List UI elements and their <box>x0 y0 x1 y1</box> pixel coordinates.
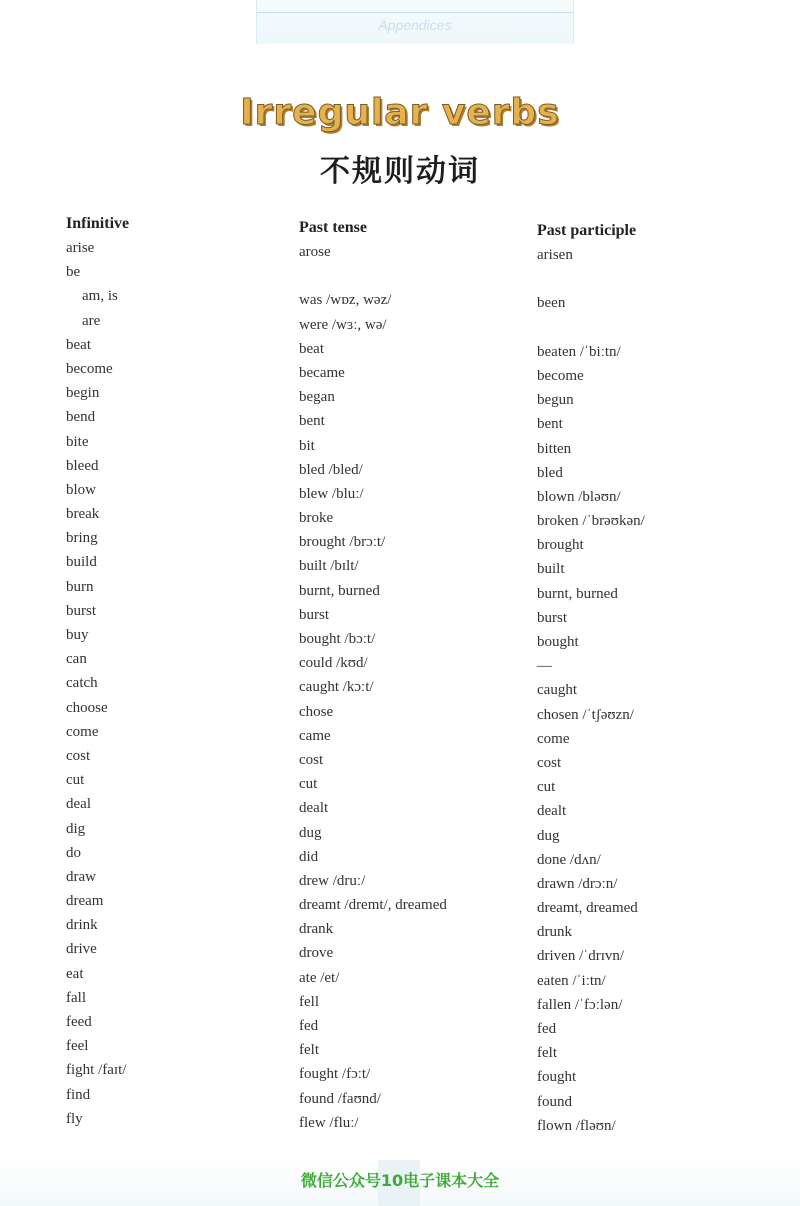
infinitive-list <box>66 236 129 1131</box>
infinitive-cell: can <box>66 651 87 668</box>
past-tense-cell: bit <box>299 437 315 454</box>
past-participle-cell: found <box>537 1093 572 1110</box>
past-participle-cell: been <box>537 295 566 312</box>
past-tense-cell: bent <box>299 413 325 430</box>
past-tense-cell: ate /et/ <box>299 969 340 986</box>
past-tense-cell: dug <box>299 824 322 841</box>
past-tense-cell: fought /fɔːt/ <box>299 1066 371 1083</box>
past-participle-cell: cost <box>537 754 562 771</box>
infinitive-cell: dream <box>66 893 104 910</box>
past-participle-cell: chosen /ˈtʃəʊzn/ <box>537 706 634 723</box>
past-participle-cell: burnt, burned <box>537 585 618 602</box>
past-participle-cell: beaten /ˈbiːtn/ <box>537 343 621 360</box>
past-tense-cell: was /wɒz, wəz/ <box>299 292 392 309</box>
past-participle-cell: blown /bləʊn/ <box>537 488 621 505</box>
footer-text: 微信公众号10电子课本大全 <box>300 1171 500 1190</box>
past-participle-cell: burst <box>537 609 567 626</box>
past-tense-column <box>299 216 447 1135</box>
column-header-infinitive: Infinitive <box>66 215 130 232</box>
past-tense-cell: burst <box>299 606 329 623</box>
infinitive-cell: are <box>82 312 101 329</box>
past-tense-cell: broke <box>299 510 334 527</box>
infinitive-cell: come <box>66 723 99 740</box>
infinitive-cell: dig <box>66 820 86 837</box>
past-tense-cell: became <box>299 364 345 381</box>
infinitive-cell: cut <box>66 772 85 789</box>
infinitive-cell: fall <box>66 989 86 1006</box>
header-strip <box>256 0 574 44</box>
past-participle-cell: caught <box>537 682 577 699</box>
past-tense-cell: dreamt /dremt/, dreamed <box>299 897 447 914</box>
infinitive-column <box>66 212 129 1131</box>
past-tense-cell: drank <box>299 921 334 938</box>
past-tense-cell: fed <box>299 1018 319 1034</box>
infinitive-cell: feel <box>66 1038 89 1055</box>
past-tense-cell: felt <box>299 1042 319 1059</box>
past-tense-cell: built /bɪlt/ <box>299 558 359 575</box>
past-tense-cell: were /wɜː, wə/ <box>299 316 387 333</box>
past-participle-cell: drunk <box>537 924 572 941</box>
past-tense-cell: drew /druː/ <box>299 872 366 889</box>
infinitive-cell: arise <box>66 240 95 256</box>
past-participle-cell: fed <box>537 1021 557 1037</box>
past-tense-cell: bled /bled/ <box>299 461 363 478</box>
infinitive-cell: build <box>66 554 97 571</box>
past-participle-cell: fallen /ˈfɔːlən/ <box>537 996 623 1013</box>
past-tense-cell: found /faʊnd/ <box>299 1090 381 1107</box>
past-participle-cell: arisen <box>537 247 573 263</box>
past-participle-cell: broken /ˈbrəʊkən/ <box>537 513 645 530</box>
past-tense-cell: dealt <box>299 800 329 817</box>
past-tense-cell: could /kʊd/ <box>299 655 368 672</box>
past-participle-cell: — <box>537 658 552 675</box>
past-participle-cell: dug <box>537 827 560 844</box>
past-participle-cell <box>537 267 645 291</box>
infinitive-cell: blow <box>66 481 96 498</box>
section-label: Appendices <box>378 17 452 33</box>
page-subtitle: 不规则动词 <box>320 154 480 189</box>
infinitive-cell: do <box>66 844 81 861</box>
infinitive-cell: fight /faɪt/ <box>66 1062 127 1079</box>
infinitive-cell: bite <box>66 433 89 450</box>
past-participle-cell: fought <box>537 1069 577 1086</box>
past-participle-cell: dealt <box>537 803 567 820</box>
past-participle-cell: flown /fləʊn/ <box>537 1117 616 1134</box>
past-tense-cell: brought /brɔːt/ <box>299 534 386 551</box>
infinitive-cell: bleed <box>66 457 99 474</box>
infinitive-cell: am, is <box>82 288 118 305</box>
infinitive-cell: drive <box>66 941 97 958</box>
past-participle-cell: begun <box>537 392 574 409</box>
page-title: Irregular verbs <box>240 92 560 133</box>
infinitive-cell: be <box>66 264 81 281</box>
past-tense-cell: beat <box>299 340 324 357</box>
past-tense-cell: fell <box>299 993 319 1010</box>
past-tense-cell: arose <box>299 244 331 260</box>
past-tense-cell: began <box>299 389 335 406</box>
infinitive-cell: feed <box>66 1014 92 1030</box>
infinitive-cell: draw <box>66 868 96 885</box>
past-tense-cell: did <box>299 848 319 865</box>
past-tense-cell: cost <box>299 751 324 768</box>
past-participle-cell <box>537 316 645 340</box>
past-participle-list <box>537 243 645 1138</box>
past-participle-cell: done /dʌn/ <box>537 851 601 868</box>
past-tense-cell: caught /kɔːt/ <box>299 679 374 696</box>
infinitive-cell: break <box>66 506 100 523</box>
past-tense-cell: flew /fluː/ <box>299 1114 359 1131</box>
infinitive-cell: burst <box>66 602 96 619</box>
infinitive-cell: become <box>66 360 113 377</box>
past-participle-cell: eaten /ˈiːtn/ <box>537 972 606 989</box>
past-tense-cell: burnt, burned <box>299 582 380 599</box>
past-participle-cell: bent <box>537 416 563 433</box>
past-participle-cell: drawn /drɔːn/ <box>537 875 618 892</box>
past-tense-cell: blew /bluː/ <box>299 485 364 502</box>
past-participle-cell: bitten <box>537 440 572 457</box>
past-tense-cell: bought /bɔːt/ <box>299 631 376 647</box>
infinitive-cell: drink <box>66 917 98 934</box>
infinitive-cell: bend <box>66 409 96 426</box>
infinitive-cell: fly <box>66 1110 83 1127</box>
infinitive-cell: find <box>66 1086 91 1103</box>
past-tense-cell: drove <box>299 945 334 962</box>
past-participle-cell: dreamt, dreamed <box>537 900 638 917</box>
past-participle-cell: built <box>537 561 565 578</box>
past-participle-cell: bought <box>537 634 579 650</box>
past-participle-cell: brought <box>537 537 584 554</box>
past-tense-cell: chose <box>299 703 334 720</box>
infinitive-cell: eat <box>66 965 84 982</box>
past-participle-cell: come <box>537 730 570 747</box>
past-tense-list <box>299 240 447 1135</box>
infinitive-cell: deal <box>66 796 91 813</box>
infinitive-cell: bring <box>66 530 98 547</box>
past-participle-cell: become <box>537 367 584 384</box>
infinitive-cell: catch <box>66 675 98 692</box>
past-tense-cell: cut <box>299 776 318 793</box>
past-participle-cell: driven /ˈdrɪvn/ <box>537 948 625 965</box>
infinitive-cell: buy <box>66 627 89 643</box>
infinitive-cell: beat <box>66 336 91 353</box>
past-participle-cell: cut <box>537 779 556 796</box>
infinitive-cell: burn <box>66 578 94 595</box>
infinitive-cell: choose <box>66 699 108 716</box>
past-tense-cell <box>299 264 447 288</box>
column-header-past-tense: Past tense <box>299 219 367 236</box>
past-participle-column <box>537 219 645 1138</box>
past-tense-cell: came <box>299 727 331 744</box>
header-rule <box>257 12 573 13</box>
infinitive-cell: begin <box>66 385 100 402</box>
column-header-past-participle: Past participle <box>537 222 637 239</box>
past-participle-cell: felt <box>537 1045 557 1062</box>
past-participle-cell: bled <box>537 464 563 481</box>
infinitive-cell: cost <box>66 747 91 764</box>
